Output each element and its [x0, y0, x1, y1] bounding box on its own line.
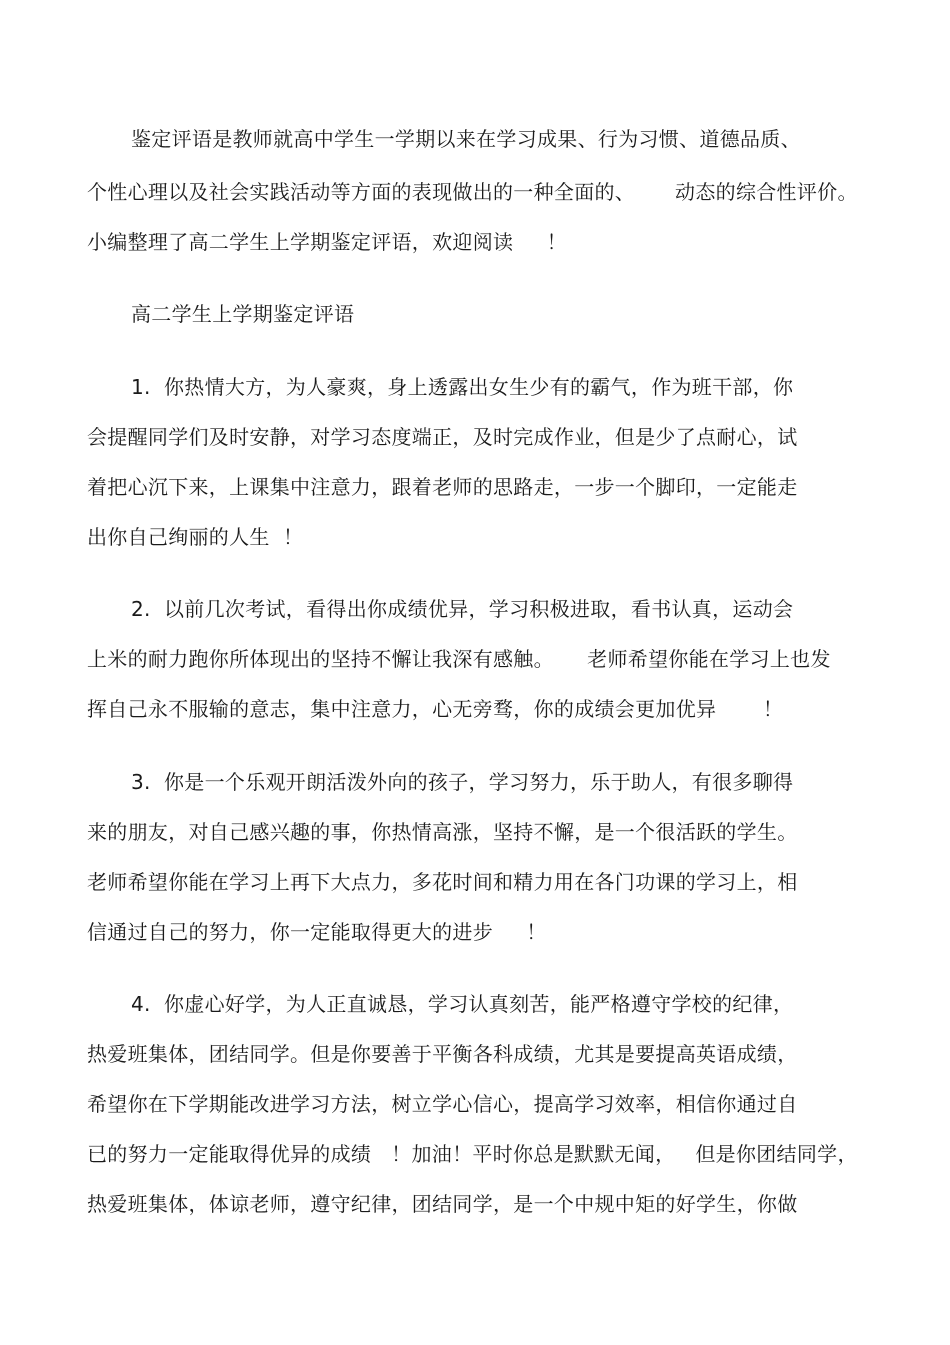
- comment-3-line-3: 老师希望你能在学习上再下大点力，多花时间和精力用在各门功课的学习上，相: [87, 870, 798, 894]
- comment-1-line-2: 会提醒同学们及时安静，对学习态度端正，及时完成作业，但是少了点耐心，试: [87, 425, 798, 449]
- comment-4-line-5: 热爱班集体，体谅老师，遵守纪律，团结同学，是一个中规中矩的好学生，你做: [87, 1192, 798, 1216]
- comment-4-line-1: 4. 你虚心好学，为人正直诚恳，学习认真刻苦，能严格遵守学校的纪律，: [131, 992, 794, 1016]
- comment-3-line-4: 信通过自己的努力，你一定能取得更大的进步 ！: [87, 920, 547, 944]
- intro-line-2: 个性心理以及社会实践活动等方面的表现做出的一种全面的、 动态的综合性评价。: [87, 180, 858, 204]
- intro-line-1: 鉴定评语是教师就高中学生一学期以来在学习成果、行为习惯、道德品质、: [131, 127, 801, 151]
- comment-4-line-4: 已的努力一定能取得优异的成绩 ！加油！平时你总是默默无闻， 但是你团结同学，: [87, 1142, 858, 1166]
- comment-4-line-3: 希望你在下学期能改进学习方法，树立学心信心，提高学习效率，相信你通过自: [87, 1092, 798, 1116]
- comment-1-line-1: 1. 你热情大方，为人豪爽，身上透露出女生少有的霸气，作为班干部，你: [131, 375, 794, 399]
- section-title: 高二学生上学期鉴定评语: [131, 302, 355, 326]
- intro-line-3: 小编整理了高二学生上学期鉴定评语，欢迎阅读 ！: [87, 230, 567, 254]
- comment-2-line-3: 挥自己永不服输的意志，集中注意力，心无旁骛，你的成绩会更加优异 ！: [87, 697, 784, 721]
- comment-3-line-1: 3. 你是一个乐观开朗活泼外向的孩子，学习努力，乐于助人，有很多聊得: [131, 770, 794, 794]
- comment-2-line-1: 2. 以前几次考试，看得出你成绩优异，学习积极进取，看书认真，运动会: [131, 597, 794, 621]
- comment-2-line-2: 上米的耐力跑你所体现出的坚持不懈让我深有感触。 老师希望你能在学习上也发: [87, 647, 831, 671]
- comment-3-line-2: 来的朋友，对自己感兴趣的事，你热情高涨，坚持不懈，是一个很活跃的学生。: [87, 820, 798, 844]
- comment-4-line-2: 热爱班集体，团结同学。但是你要善于平衡各科成绩，尤其是要提高英语成绩，: [87, 1042, 798, 1066]
- comment-1-line-4: 出你自己绚丽的人生 ！: [87, 525, 304, 549]
- comment-1-line-3: 着把心沉下来，上课集中注意力，跟着老师的思路走，一步一个脚印，一定能走: [87, 475, 798, 499]
